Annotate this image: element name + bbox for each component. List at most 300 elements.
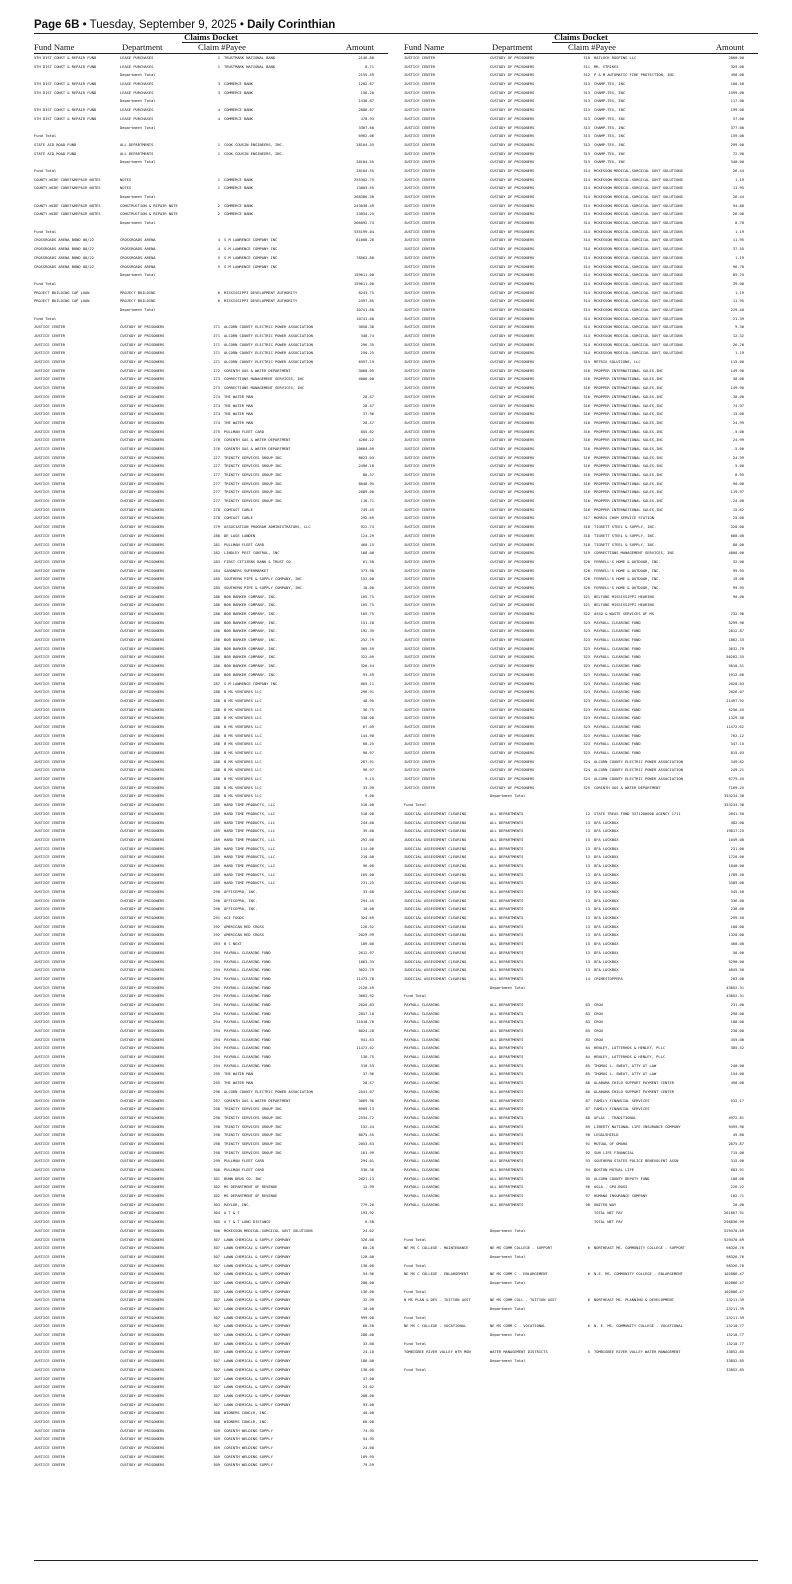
fund-name-cell: 5TH DIST CONST & REPAIR FUND: [34, 108, 97, 113]
payee-cell: CROU: [594, 1002, 603, 1007]
department-cell: ALL DEPARTMENTS: [490, 950, 524, 955]
payee-cell: TRINITY SERVICES GROUP INC: [224, 1150, 282, 1155]
claim-row: [404, 1270, 758, 1279]
department-cell: CUSTODY OF PRISONERS: [490, 377, 535, 382]
payee-cell: PROPPER INTERNATIONAL SALES,INC: [594, 420, 663, 425]
claim-row: [34, 115, 388, 124]
department-cell: ALL DEPARTMENTS: [490, 1124, 524, 1129]
payee-cell: SUN LIFE FINANCIAL: [594, 1150, 634, 1155]
fund-name-cell: PAYROLL CLEARING: [404, 1107, 440, 1112]
claim-row: [404, 1305, 758, 1314]
amount-cell: 19817.25: [726, 829, 744, 834]
fund-name-cell: JUSTICE CENTER: [34, 429, 66, 434]
claim-number-cell: 13: [585, 855, 590, 860]
department-cell: CUSTODY OF PRISONERS: [120, 829, 165, 834]
department-cell: CUSTODY OF PRISONERS: [120, 646, 165, 651]
claim-number-cell: 13: [585, 881, 590, 886]
claim-row: [34, 584, 388, 593]
amount-cell: 10684.09: [356, 446, 374, 451]
claim-row: [404, 228, 758, 237]
payee-cell: HARD TIME PRODUCTS, LLC: [224, 811, 276, 816]
department-cell: CUSTODY OF PRISONERS: [490, 360, 535, 365]
claim-row: [34, 975, 388, 984]
amount-cell: 60.50: [362, 1324, 374, 1329]
amount-cell: 10741.60: [356, 307, 374, 312]
claim-number-cell: 87: [585, 1107, 590, 1112]
claim-row: [34, 845, 388, 854]
claim-row: [404, 1288, 758, 1297]
fund-name-cell: COUNTY-WIDE CONST&REPAIR NOTES: [34, 186, 101, 191]
claim-number-cell: 83: [585, 1002, 590, 1007]
department-cell: Department Total: [490, 1280, 526, 1285]
claim-number-cell: 323: [583, 629, 590, 634]
department-cell: LEASE PURCHASES: [120, 116, 154, 121]
fund-name-cell: JUSTICE CENTER: [34, 1315, 66, 1320]
amount-cell: 3602.92: [358, 994, 374, 999]
claim-row: [34, 897, 388, 906]
page-number: Page 6B: [34, 19, 80, 31]
amount-cell: 5290.00: [728, 959, 744, 964]
claim-row: [404, 210, 758, 219]
claim-number-cell: 307: [213, 1254, 220, 1259]
claim-row: [34, 271, 388, 280]
fund-name-cell: PAYROLL CLEARING: [404, 1168, 440, 1172]
claim-number-cell: 289: [213, 881, 220, 886]
claim-number-cell: 306: [213, 1228, 220, 1233]
department-cell: CUSTODY OF PRISONERS: [490, 629, 535, 634]
claim-number-cell: 307: [213, 1272, 220, 1277]
fund-name-cell: JUSTICE CENTER: [34, 577, 66, 582]
fund-name-cell: JUSTICE CENTER: [34, 438, 66, 443]
department-cell: CUSTODY OF PRISONERS: [120, 438, 165, 443]
claim-number-cell: 323: [583, 751, 590, 755]
fund-name-cell: STATE AID ROAD FUND: [34, 142, 77, 147]
fund-name-cell: JUSTICE CENTER: [404, 420, 436, 425]
claim-row: [34, 54, 388, 63]
claim-row: [34, 97, 388, 106]
fund-name-cell: JUSTICE CENTER: [34, 1359, 66, 1364]
claim-number-cell: 292: [213, 924, 220, 929]
amount-cell: 288.00: [360, 1393, 374, 1398]
claim-number-cell: 274: [213, 394, 220, 399]
claim-number-cell: 325: [583, 785, 590, 790]
amount-cell: 460.15: [360, 542, 374, 547]
amount-cell: 96.00: [362, 863, 374, 868]
fund-name-cell: JUSTICE CENTER: [404, 646, 436, 651]
fund-name-cell: JUSTICE CENTER: [34, 1446, 66, 1450]
amount-cell: 263.00: [730, 976, 744, 981]
payee-cell: B MS VENTURES LLC: [224, 724, 262, 729]
department-cell: CUSTODY OF PRISONERS: [120, 1341, 165, 1346]
claim-number-cell: 308: [213, 1411, 220, 1416]
claims-list-right: [404, 54, 758, 1375]
amount-cell: 529470.69: [724, 1228, 744, 1233]
department-cell: CUSTODY OF PRISONERS: [120, 1402, 165, 1407]
amount-cell: 4000.00: [358, 377, 374, 382]
payee-cell: MISSISSIPPI DEVELOPMENT AUTHORITY: [224, 290, 298, 295]
amount-cell: 1438.87: [358, 99, 374, 104]
fund-name-cell: JUSTICE CENTER: [404, 672, 436, 677]
claim-row: [34, 923, 388, 932]
claim-row: [34, 428, 388, 437]
amount-cell: 9495.96: [728, 1124, 744, 1129]
claim-row: [34, 784, 388, 793]
claim-number-cell: 316: [583, 377, 590, 382]
amount-cell: 538.36: [360, 1168, 374, 1172]
amount-cell: 54.96: [362, 1272, 374, 1277]
fund-name-cell: JUSTICE CENTER: [34, 342, 66, 347]
department-cell: CUSTODY OF PRISONERS: [490, 82, 535, 87]
payee-cell: HUMANA INSURANCE COMPANY: [594, 1194, 648, 1199]
fund-name-cell: JUSTICE CENTER: [404, 212, 436, 217]
fund-name-cell: JUSTICE CENTER: [404, 516, 436, 521]
department-cell: ALL DEPARTMENTS: [490, 820, 524, 825]
claim-number-cell: 295: [213, 1081, 220, 1086]
amount-cell: 762.12: [730, 733, 744, 738]
claim-row: [404, 63, 758, 72]
payee-cell: FAMILY FINANCIAL SERVICES: [594, 1107, 650, 1112]
fund-name-cell: PAYROLL CLEARING: [404, 1037, 440, 1042]
claim-number-cell: 13: [585, 820, 590, 825]
department-cell: CUSTODY OF PRISONERS: [490, 620, 535, 625]
amount-cell: 102886.47: [724, 1280, 744, 1285]
amount-cell: 33.00: [362, 1341, 374, 1346]
claim-number-cell: 13: [585, 872, 590, 877]
fund-name-cell: JUSTICE CENTER: [404, 351, 436, 356]
claim-row: [34, 1140, 388, 1149]
department-cell: CUSTODY OF PRISONERS: [120, 1176, 165, 1181]
claim-row: [404, 367, 758, 376]
amount-cell: 296.91: [360, 690, 374, 695]
fund-name-cell: JUSTICE CENTER: [404, 186, 436, 191]
claim-row: [34, 1296, 388, 1305]
department-cell: CUSTODY OF PRISONERS: [490, 716, 535, 721]
department-cell: CUSTODY OF PRISONERS: [490, 768, 535, 773]
amount-cell: 32.99: [362, 1298, 374, 1303]
claim-row: [404, 853, 758, 862]
claim-number-cell: 288: [213, 768, 220, 773]
amount-cell: 10.00: [362, 1307, 374, 1311]
claim-number-cell: 314: [583, 177, 590, 182]
department-cell: CUSTODY OF PRISONERS: [490, 368, 535, 373]
amount-cell: 1720.00: [728, 855, 744, 860]
claim-row: [34, 1322, 388, 1331]
department-cell: CUSTODY OF PRISONERS: [490, 325, 535, 330]
department-cell: CUSTODY OF PRISONERS: [120, 420, 165, 425]
claim-row: [34, 497, 388, 506]
claim-row: [404, 584, 758, 593]
claim-row: [404, 71, 758, 80]
claim-row: [404, 1296, 758, 1305]
payee-cell: DFA LOCKBOX: [594, 959, 619, 964]
fund-name-cell: JUSTICE CENTER: [34, 334, 66, 338]
claim-number-cell: 294: [213, 976, 220, 981]
amount-cell: 318.53: [360, 1063, 374, 1068]
claim-number-cell: 307: [213, 1402, 220, 1407]
department-cell: CUSTODY OF PRISONERS: [490, 733, 535, 738]
claim-row: [404, 514, 758, 523]
payee-cell: B MS VENTURES LLC: [224, 785, 262, 790]
amount-cell: -5.00: [732, 429, 744, 434]
claim-row: [34, 263, 388, 272]
department-cell: CUSTODY OF PRISONERS: [490, 777, 535, 782]
claim-row: [34, 879, 388, 888]
payee-cell: PROPPER INTERNATIONAL SALES,INC: [594, 481, 663, 486]
fund-name-cell: JUSTICE CENTER: [34, 1402, 66, 1407]
claim-number-cell: 280: [213, 533, 220, 538]
claim-row: [34, 1244, 388, 1253]
payee-cell: MCKESSON MEDICAL-SURGICAL GOVT SOLUTIONS: [594, 342, 683, 347]
fund-name-cell: CROSSROADS ARENA BOND 08/22: [34, 247, 94, 252]
claim-number-cell: 314: [583, 195, 590, 199]
fund-name-cell: JUSTICE CENTER: [34, 620, 66, 625]
department-cell: CUSTODY OF PRISONERS: [120, 1428, 165, 1433]
department-cell: CUSTODY OF PRISONERS: [120, 1150, 165, 1155]
claim-row: [404, 497, 758, 506]
amount-cell: 37.96: [362, 1072, 374, 1077]
claim-row: [34, 419, 388, 428]
claim-number-cell: 309: [213, 1437, 220, 1442]
claim-number-cell: 274: [213, 403, 220, 408]
claim-row: [404, 176, 758, 185]
claim-number-cell: 309: [213, 1463, 220, 1468]
fund-name-cell: JUSTICE CENTER: [404, 446, 436, 451]
claim-number-cell: 14: [585, 976, 590, 981]
department-cell: CONSTRUCTION & REPAIR NOTE: [120, 203, 178, 208]
amount-cell: 8048.95: [358, 481, 374, 486]
claim-row: [34, 1166, 388, 1175]
amount-cell: 7169.25: [728, 785, 744, 790]
claim-row: [404, 462, 758, 471]
payee-cell: PAYROLL CLEARING FUND: [594, 664, 641, 669]
claim-row: [34, 1131, 388, 1140]
claim-row: [404, 219, 758, 228]
department-cell: CUSTODY OF PRISONERS: [120, 1385, 165, 1390]
fund-name-cell: Fund Total: [404, 1315, 427, 1320]
fund-name-cell: PAYROLL CLEARING: [404, 1020, 440, 1025]
claim-row: [404, 1366, 758, 1375]
amount-cell: 13003.55: [356, 186, 374, 191]
amount-cell: 13210.77: [726, 1333, 744, 1338]
fund-name-cell: JUSTICE CENTER: [404, 247, 436, 252]
claim-row: [404, 1322, 758, 1331]
claim-number-cell: 295: [213, 1072, 220, 1077]
fund-name-cell: JUSTICE CENTER: [404, 316, 436, 321]
claim-number-cell: 2: [217, 203, 220, 208]
claim-number-cell: 289: [213, 837, 220, 842]
fund-name-cell: JUSTICE CENTER: [404, 273, 436, 278]
payee-cell: LAWN CHEMICAL & SUPPLY COMPANY: [224, 1315, 291, 1320]
payee-cell: TRINITY SERVICES GROUP INC: [224, 1115, 282, 1120]
payee-cell: DFA LOCKBOX: [594, 881, 619, 886]
payee-cell: COMMERCE BANK: [224, 203, 253, 208]
fund-name-cell: COUNTY-WIDE CONST&REPAIR NOTES: [34, 177, 101, 182]
claim-row: [404, 749, 758, 758]
claim-number-cell: 5: [217, 264, 220, 269]
fund-name-cell: JUSTICE CENTER: [34, 507, 66, 512]
claim-row: [34, 549, 388, 558]
department-cell: CUSTODY OF PRISONERS: [120, 577, 165, 582]
fund-name-cell: JUSTICE CENTER: [404, 777, 436, 782]
department-cell: ALL DEPARTMENTS: [490, 1029, 524, 1033]
payee-cell: DFA LOCKBOX: [594, 916, 619, 921]
claim-row: [404, 1140, 758, 1149]
department-cell: CUSTODY OF PRISONERS: [120, 542, 165, 547]
fund-name-cell: JUSTICE CENTER: [34, 1194, 66, 1199]
claim-row: [34, 541, 388, 550]
payee-cell: BOB BARKER COMPANY, INC.: [224, 594, 278, 599]
claim-row: [404, 958, 758, 967]
claim-row: [404, 688, 758, 697]
payee-cell: TRINITY SERVICES GROUP INC: [224, 455, 282, 460]
department-cell: CUSTODY OF PRISONERS: [120, 707, 165, 712]
department-cell: CUSTODY OF PRISONERS: [120, 1020, 165, 1025]
claim-row: [34, 375, 388, 384]
claim-number-cell: 298: [213, 1133, 220, 1138]
claim-number-cell: 314: [583, 186, 590, 191]
fund-name-cell: JUSTICE CENTER: [34, 1055, 66, 1060]
department-cell: CUSTODY OF PRISONERS: [120, 525, 165, 530]
claim-row: [34, 853, 388, 862]
amount-cell: 2612.97: [358, 950, 374, 955]
amount-cell: 39.00: [732, 281, 744, 286]
payee-cell: WIDNERS CONCLR, INC.: [224, 1419, 269, 1424]
payee-cell: UNITED WAY: [594, 1202, 617, 1207]
claim-number-cell: 321: [583, 603, 590, 608]
amount-cell: 353234.38: [724, 803, 744, 808]
amount-cell: 6597.19: [358, 360, 374, 365]
amount-cell: 324.69: [360, 916, 374, 921]
department-cell: CUSTODY OF PRISONERS: [120, 325, 165, 330]
claim-number-cell: 283: [213, 559, 220, 564]
payee-cell: BELTONE MISSISSIPPI HEARING: [594, 594, 654, 599]
claim-number-cell: 288: [213, 751, 220, 755]
payee-cell: HARD TIME PRODUCTS, LLC: [224, 820, 276, 825]
claim-row: [34, 871, 388, 880]
claim-row: [404, 1340, 758, 1349]
payee-cell: FIRST CITIZENS BANK & TRUST CO: [224, 559, 291, 564]
claim-row: [34, 662, 388, 671]
claim-row: [404, 393, 758, 402]
payee-cell: TIGRETT STEEL & SUPPLY, INC.: [594, 525, 657, 530]
department-cell: CUSTODY OF PRISONERS: [120, 733, 165, 738]
payee-cell: AFLAC - TRADITIONAL: [594, 1115, 637, 1120]
department-cell: CUSTODY OF PRISONERS: [120, 1446, 165, 1450]
amount-cell: 8.70: [735, 221, 744, 226]
fund-name-cell: JUDICIAL ASSESSMENT CLEARING: [404, 907, 467, 912]
payee-cell: LAWN CHEMICAL & SUPPLY COMPANY: [224, 1376, 291, 1381]
payee-cell: LAWN CHEMICAL & SUPPLY COMPANY: [224, 1289, 291, 1294]
payee-cell: PROPPER INTERNATIONAL SALES,INC: [594, 473, 663, 477]
payee-cell: S M LAWRENCE COMPANY INC: [224, 681, 278, 686]
fund-name-cell: 5TH DIST CONST & REPAIR FUND: [34, 56, 97, 60]
department-cell: Department Total: [490, 1333, 526, 1338]
payee-cell: METRIX SOLUTIONS, LLC: [594, 360, 641, 365]
fund-name-cell: JUSTICE CENTER: [34, 551, 66, 556]
payee-cell: PAYROLL CLEARING FUND: [594, 646, 641, 651]
claim-row: [34, 819, 388, 828]
department-cell: CUSTODY OF PRISONERS: [490, 299, 535, 304]
payee-cell: THE WATER MAN: [224, 1072, 253, 1077]
fund-name-cell: JUSTICE CENTER: [404, 629, 436, 634]
department-cell: CUSTODY OF PRISONERS: [490, 551, 535, 556]
payee-cell: CORINTH GAS & WATER DEPARTMENT: [224, 368, 291, 373]
amount-cell: 68.25: [362, 742, 374, 747]
payee-cell: S M LAWRENCE COMPANY INC: [224, 264, 278, 269]
docket-column-right: [404, 33, 758, 1375]
amount-cell: 2841.50: [728, 811, 744, 816]
payee-cell: PROPPER INTERNATIONAL SALES,INC: [594, 412, 663, 417]
claim-row: [404, 558, 758, 567]
payee-cell: TOTAL NET PAY: [594, 1211, 623, 1216]
fund-name-cell: JUSTICE CENTER: [404, 690, 436, 695]
claim-number-cell: 323: [583, 724, 590, 729]
claim-number-cell: 13: [585, 829, 590, 834]
department-cell: CUSTODY OF PRISONERS: [490, 646, 535, 651]
payee-cell: LAWN CHEMICAL & SUPPLY COMPANY: [224, 1272, 291, 1277]
claim-row: [404, 506, 758, 515]
department-cell: CUSTODY OF PRISONERS: [490, 264, 535, 269]
department-cell: CUSTODY OF PRISONERS: [490, 742, 535, 747]
claim-payee-header: Claim #Payee: [568, 42, 616, 52]
fund-name-cell: JUSTICE CENTER: [34, 907, 66, 912]
claim-row: [404, 245, 758, 254]
payee-cell: THOMAS L. SWEAT, ATTY AT LAW: [594, 1072, 657, 1077]
fund-name-cell: JUSTICE CENTER: [404, 568, 436, 573]
amount-cell: 165.75: [360, 603, 374, 608]
department-cell: CUSTODY OF PRISONERS: [120, 1298, 165, 1303]
fund-name-cell: JUSTICE CENTER: [404, 620, 436, 625]
claim-row: [34, 1062, 388, 1071]
amount-cell: 102.71: [730, 1194, 744, 1199]
claim-row: [34, 1314, 388, 1323]
claim-row: [404, 488, 758, 497]
amount-cell: 86.57: [362, 473, 374, 477]
amount-cell: 67.09: [362, 724, 374, 729]
amount-cell: 2497.85: [358, 299, 374, 304]
claim-number-cell: 287: [213, 681, 220, 686]
claim-row: [34, 1418, 388, 1427]
department-cell: CUSTODY OF PRISONERS: [120, 655, 165, 660]
payee-cell: PAYROLL CLEARING FUND: [224, 1002, 271, 1007]
department-cell: CUSTODY OF PRISONERS: [120, 777, 165, 782]
department-cell: CUSTODY OF PRISONERS: [120, 1437, 165, 1442]
department-cell: CUSTODY OF PRISONERS: [120, 533, 165, 538]
payee-cell: B C NEXT: [224, 942, 242, 947]
claim-row: [404, 297, 758, 306]
claim-row: [34, 202, 388, 211]
department-cell: CUSTODY OF PRISONERS: [120, 1037, 165, 1042]
claim-number-cell: 294: [213, 985, 220, 990]
fund-name-cell: STATE AID ROAD FUND: [34, 151, 77, 156]
claim-row: [34, 1461, 388, 1470]
payee-cell: HARD TIME PRODUCTS, LLC: [224, 872, 276, 877]
payee-cell: COOK-COUSIN ENGINEERS, INC.: [224, 142, 284, 147]
department-cell: CUSTODY OF PRISONERS: [120, 568, 165, 573]
claim-number-cell: 277: [213, 499, 220, 504]
payee-cell: PAYROLL CLEARING FUND: [594, 707, 641, 712]
department-cell: CUSTODY OF PRISONERS: [490, 455, 535, 460]
payee-cell: MCKESSON MEDICAL-SURGICAL GOVT SOLUTIONS: [594, 316, 683, 321]
fund-name-cell: JUSTICE CENTER: [34, 629, 66, 634]
claim-number-cell: 316: [583, 386, 590, 391]
claim-row: [34, 1018, 388, 1027]
payee-cell: CORRECTIONS MANAGEMENT SERVICES, INC: [224, 377, 304, 382]
fund-name-cell: Fund Total: [404, 994, 427, 999]
amount-cell: 8675.55: [358, 1133, 374, 1138]
payee-cell: THE WATER MAN: [224, 1081, 253, 1086]
payee-cell: DFA LOCKBOX: [594, 950, 619, 955]
